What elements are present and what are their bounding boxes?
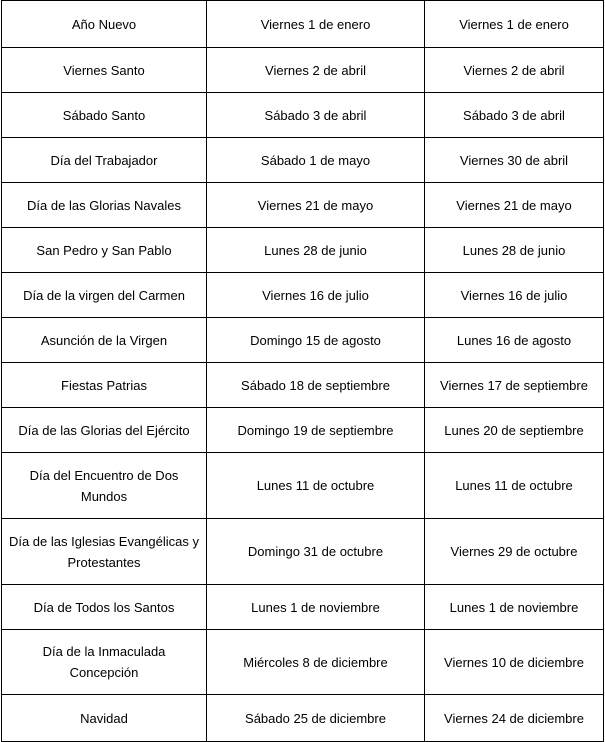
holiday-date-cell: Viernes 21 de mayo: [207, 183, 425, 228]
table-row: [2, 273, 604, 318]
holiday-name-cell: Día de la Inmaculada Concepción: [2, 630, 207, 695]
holiday-observed-cell: Lunes 1 de noviembre: [425, 585, 604, 630]
holiday-observed-cell: Lunes 20 de septiembre: [425, 408, 604, 453]
holiday-observed-cell: Viernes 17 de septiembre: [425, 363, 604, 408]
table-row: [2, 228, 604, 273]
table-row: [2, 183, 604, 228]
table-row: [2, 363, 604, 408]
holiday-observed-cell: Viernes 10 de diciembre: [425, 630, 604, 695]
holiday-date-cell: Lunes 1 de noviembre: [207, 585, 425, 630]
holiday-date-cell: Domingo 15 de agosto: [207, 318, 425, 363]
holiday-date-cell: Lunes 11 de octubre: [207, 453, 425, 519]
holiday-observed-cell: Viernes 16 de julio: [425, 273, 604, 318]
holiday-name-cell: Sábado Santo: [2, 93, 207, 138]
table-row: [2, 1, 604, 48]
holidays-table: [1, 0, 604, 742]
holiday-observed-cell: Viernes 1 de enero: [425, 1, 604, 48]
holiday-name-cell: Año Nuevo: [2, 1, 207, 48]
holiday-name-cell: Día de Todos los Santos: [2, 585, 207, 630]
holiday-name-cell: Día de la virgen del Carmen: [2, 273, 207, 318]
holiday-observed-cell: Viernes 29 de octubre: [425, 519, 604, 585]
holiday-date-cell: Sábado 25 de diciembre: [207, 695, 425, 742]
holiday-name-cell: Viernes Santo: [2, 48, 207, 93]
table-row: [2, 48, 604, 93]
holiday-name-cell: Asunción de la Virgen: [2, 318, 207, 363]
table-row: [2, 93, 604, 138]
holidays-table-body: [2, 1, 604, 742]
holiday-observed-cell: Sábado 3 de abril: [425, 93, 604, 138]
holiday-date-cell: Viernes 2 de abril: [207, 48, 425, 93]
table-row: [2, 138, 604, 183]
holiday-date-cell: Domingo 31 de octubre: [207, 519, 425, 585]
table-row: [2, 408, 604, 453]
holiday-date-cell: Domingo 19 de septiembre: [207, 408, 425, 453]
holiday-date-cell: Miércoles 8 de diciembre: [207, 630, 425, 695]
holiday-observed-cell: Lunes 28 de junio: [425, 228, 604, 273]
holiday-date-cell: Lunes 28 de junio: [207, 228, 425, 273]
holiday-observed-cell: Lunes 11 de octubre: [425, 453, 604, 519]
holiday-date-cell: Sábado 3 de abril: [207, 93, 425, 138]
holiday-name-cell: Día del Trabajador: [2, 138, 207, 183]
holiday-name-cell: Día de las Glorias del Ejército: [2, 408, 207, 453]
table-row: [2, 453, 604, 519]
holiday-name-cell: Día del Encuentro de Dos Mundos: [2, 453, 207, 519]
table-row: [2, 585, 604, 630]
holiday-observed-cell: Viernes 30 de abril: [425, 138, 604, 183]
holiday-observed-cell: Lunes 16 de agosto: [425, 318, 604, 363]
table-row: [2, 519, 604, 585]
holiday-date-cell: Sábado 1 de mayo: [207, 138, 425, 183]
holiday-observed-cell: Viernes 2 de abril: [425, 48, 604, 93]
table-row: [2, 695, 604, 742]
holiday-name-cell: Fiestas Patrias: [2, 363, 207, 408]
table-row: [2, 318, 604, 363]
holiday-date-cell: Sábado 18 de septiembre: [207, 363, 425, 408]
holiday-name-cell: Navidad: [2, 695, 207, 742]
holiday-date-cell: Viernes 16 de julio: [207, 273, 425, 318]
table-row: [2, 630, 604, 695]
holiday-observed-cell: Viernes 24 de diciembre: [425, 695, 604, 742]
holiday-date-cell: Viernes 1 de enero: [207, 1, 425, 48]
holiday-name-cell: Día de las Glorias Navales: [2, 183, 207, 228]
holiday-observed-cell: Viernes 21 de mayo: [425, 183, 604, 228]
holiday-name-cell: San Pedro y San Pablo: [2, 228, 207, 273]
holiday-name-cell: Día de las Iglesias Evangélicas y Protestantes: [2, 519, 207, 585]
